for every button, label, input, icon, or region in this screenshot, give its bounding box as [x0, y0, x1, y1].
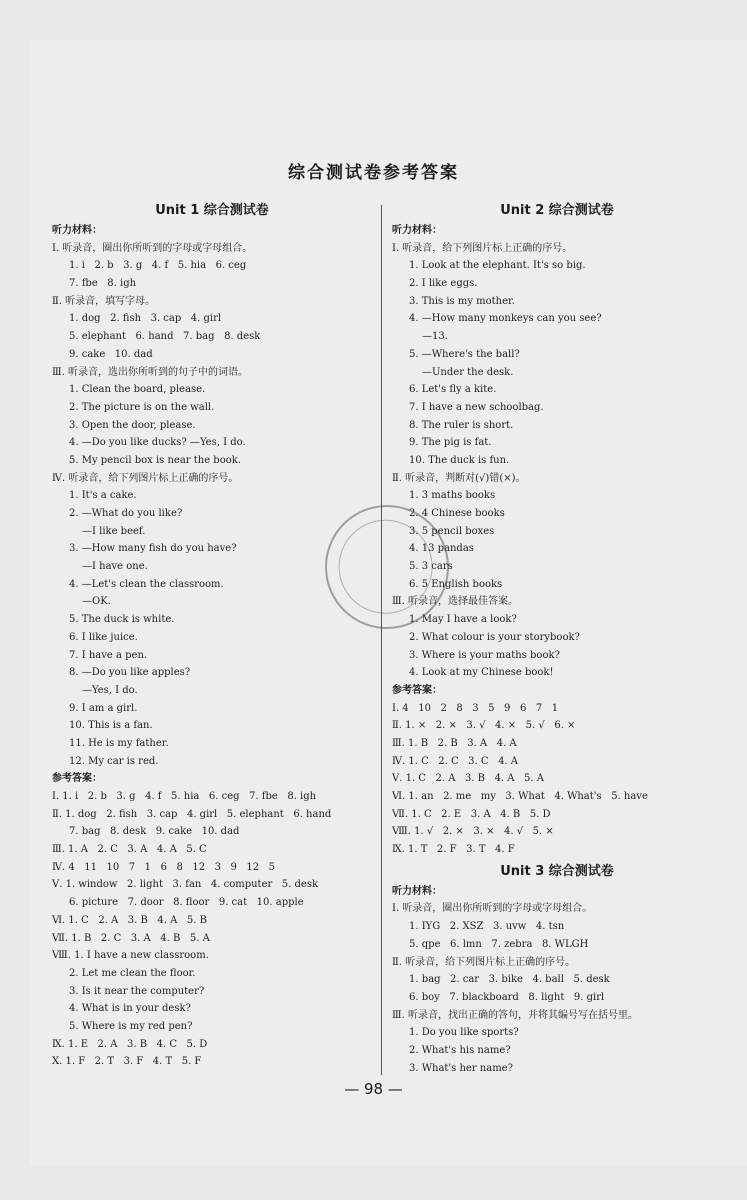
- answer-line: 6. Let's fly a kite.: [409, 384, 497, 396]
- answer-line: 7. I have a new schoolbag.: [409, 401, 544, 413]
- unit3-lines: [392, 883, 722, 1078]
- answer-line: Ⅶ. 1. B 2. C 3. A 4. B 5. A: [52, 932, 210, 944]
- answer-line: 3. Where is your maths book?: [409, 649, 560, 661]
- answer-line: 2. —What do you like?: [69, 508, 183, 519]
- page-number: — 98 —: [344, 1080, 403, 1098]
- answer-line: 2. What's his name?: [409, 1044, 511, 1056]
- answer-line: —I like beef.: [82, 525, 146, 537]
- unit1-lines: [52, 222, 372, 1071]
- answer-line: 2. I like eggs.: [409, 278, 478, 290]
- section-heading: Ⅲ. 听录音，找出正确的答句，并将其编号写在括号里。: [392, 1009, 639, 1021]
- answer-line: 6. 5 English books: [409, 578, 503, 590]
- answer-line: 1. bag 2. car 3. bike 4. ball 5. desk: [409, 974, 610, 986]
- answer-line: 4. —Do you like ducks? —Yes, I do.: [69, 437, 246, 449]
- answer-line: Ⅶ. 1. C 2. E 3. A 4. B 5. D: [392, 808, 551, 820]
- answer-line: 6. I like juice.: [69, 631, 138, 643]
- answer-line: 3. 5 pencil boxes: [409, 525, 495, 537]
- answer-line: —Yes, I do.: [82, 684, 138, 696]
- left-column: [52, 200, 372, 1071]
- answer-line: Ⅵ. 1. an 2. me my 3. What 4. What's 5. have: [392, 791, 648, 802]
- answer-line: 4. 13 pandas: [409, 543, 474, 555]
- answer-line: 8. —Do you like apples?: [69, 667, 191, 679]
- answer-line: 7. bag 8. desk 9. cake 10. dad: [69, 826, 240, 838]
- answer-line: —OK.: [82, 596, 111, 608]
- answer-line: 10. The duck is fun.: [409, 454, 510, 466]
- answer-line: 3. —How many fish do you have?: [69, 543, 237, 555]
- section-heading: Ⅱ. 听录音，填写字母。: [52, 295, 156, 307]
- answer-line: 9. I am a girl.: [69, 702, 138, 714]
- answer-line: Ⅱ. 1. dog 2. fish 3. cap 4. girl 5. elephant 6. hand: [52, 808, 332, 820]
- answer-line: 1. Look at the elephant. It's so big.: [409, 260, 586, 272]
- answer-line: 1. May I have a look?: [409, 614, 517, 626]
- answer-line: 2. The picture is on the wall.: [69, 401, 215, 413]
- answer-line: 3. What's her name?: [409, 1062, 513, 1074]
- answer-line: 5. qpe 6. lmn 7. zebra 8. WLGH: [409, 938, 589, 950]
- answer-line: 1. It's a cake.: [69, 490, 137, 502]
- answer-line: 1. 3 maths books: [409, 490, 496, 502]
- answer-line: 12. My car is red.: [69, 755, 159, 767]
- answer-line: —I have one.: [82, 561, 148, 573]
- section-heading: Ⅲ. 听录音，选择最佳答案。: [392, 596, 519, 608]
- answer-line: Ⅹ. 1. F 2. T 3. F 4. T 5. F: [52, 1056, 202, 1068]
- answer-line: 2. What colour is your storybook?: [409, 631, 580, 643]
- right-column: [392, 200, 722, 1077]
- answer-line: 5. The duck is white.: [69, 614, 175, 626]
- answer-line: 9. The pig is fat.: [409, 437, 492, 449]
- section-heading: Ⅲ. 听录音，选出你所听到的句子中的词语。: [52, 366, 249, 378]
- answer-line: 3. This is my mother.: [409, 295, 515, 307]
- unit2-title: Unit 2 综合测试卷: [500, 203, 614, 218]
- answer-line: Ⅷ. 1. √ 2. × 3. × 4. √ 5. ×: [392, 826, 554, 838]
- answer-line: Ⅲ. 1. B 2. B 3. A 4. A: [392, 737, 517, 749]
- unit3-title: Unit 3 综合测试卷: [500, 863, 614, 879]
- answer-line: Ⅸ. 1. E 2. A 3. B 4. C 5. D: [52, 1038, 208, 1050]
- answer-line: 4. —How many monkeys can you see?: [409, 313, 602, 325]
- answer-line: 1. i 2. b 3. g 4. f 5. hia 6. ceg: [69, 260, 247, 272]
- section-heading: Ⅰ. 听录音，圈出你所听到的字母或字母组合。: [392, 903, 593, 915]
- answer-line: 1. dog 2. fish 3. cap 4. girl: [69, 313, 222, 325]
- answer-line: Ⅳ. 4 11 10 7 1 6 8 12 3 9 12 5: [52, 861, 276, 873]
- section-label: 参考答案：: [392, 684, 442, 696]
- answer-line: Ⅸ. 1. T 2. F 3. T 4. F: [392, 844, 515, 856]
- section-label: 参考答案：: [52, 773, 102, 785]
- answer-line: 1. Clean the board, please.: [69, 384, 206, 396]
- answer-line: 3. Open the door, please.: [69, 419, 196, 431]
- answer-line: 2. 4 Chinese books: [409, 508, 505, 519]
- answer-line: 5. Where is my red pen?: [69, 1020, 193, 1032]
- answer-line: 9. cake 10. dad: [69, 348, 153, 360]
- section-label: 听力材料：: [392, 885, 442, 897]
- answer-line: 4. What is in your desk?: [69, 1003, 191, 1015]
- answer-line: Ⅴ. 1. C 2. A 3. B 4. A 5. A: [392, 773, 544, 785]
- answer-line: 7. fbe 8. igh: [69, 278, 137, 290]
- answer-line: —13.: [422, 331, 448, 343]
- answer-line: 7. I have a pen.: [69, 649, 148, 661]
- section-label: 听力材料：: [52, 225, 102, 236]
- answer-line: 4. —Let's clean the classroom.: [69, 578, 224, 590]
- answer-line: Ⅳ. 1. C 2. C 3. C 4. A: [392, 755, 519, 767]
- answer-line: 6. picture 7. door 8. floor 9. cat 10. apple: [69, 897, 304, 909]
- answer-line: 11. He is my father.: [69, 737, 169, 749]
- answer-line: 10. This is a fan.: [69, 720, 153, 732]
- section-heading: Ⅱ. 听录音，判断对(√)错(×)。: [392, 472, 526, 484]
- section-heading: Ⅰ. 听录音，给下列图片标上正确的序号。: [392, 242, 573, 254]
- column-divider: [381, 205, 382, 1075]
- answer-line: 2. Let me clean the floor.: [69, 967, 196, 979]
- section-heading: Ⅰ. 听录音，圈出你所听到的字母或字母组合。: [52, 242, 253, 254]
- answer-line: 4. Look at my Chinese book!: [409, 667, 554, 679]
- answer-line: 5. 3 cars: [409, 561, 453, 573]
- answer-line: 6. boy 7. blackboard 8. light 9. girl: [409, 991, 605, 1003]
- answer-line: 5. elephant 6. hand 7. bag 8. desk: [69, 331, 261, 343]
- page-title: 综合测试卷参考答案: [288, 163, 459, 183]
- section-label: 听力材料：: [392, 225, 442, 236]
- answer-line: 3. Is it near the computer?: [69, 985, 205, 997]
- section-heading: Ⅳ. 听录音，给下列图片标上正确的序号。: [52, 472, 239, 484]
- unit1-title: Unit 1 综合测试卷: [155, 203, 269, 218]
- section-heading: Ⅱ. 听录音，给下列图片标上正确的序号。: [392, 956, 576, 968]
- answer-line: 5. —Where's the ball?: [409, 348, 520, 360]
- answer-line: Ⅴ. 1. window 2. light 3. fan 4. computer 5. desk: [52, 879, 319, 891]
- answer-line: —Under the desk.: [422, 366, 514, 378]
- answer-line: Ⅵ. 1. C 2. A 3. B 4. A 5. B: [52, 914, 207, 926]
- answer-line: 8. The ruler is short.: [409, 419, 514, 431]
- answer-line: 1. IYG 2. XSZ 3. uvw 4. tsn: [409, 921, 565, 933]
- answer-line: Ⅰ. 4 10 2 8 3 5 9 6 7 1: [392, 702, 559, 714]
- answer-line: Ⅱ. 1. × 2. × 3. √ 4. × 5. √ 6. ×: [392, 720, 576, 732]
- answer-line: 1. Do you like sports?: [409, 1027, 519, 1039]
- answer-line: Ⅷ. 1. I have a new classroom.: [52, 950, 209, 962]
- answer-line: 5. My pencil box is near the book.: [69, 454, 241, 466]
- answer-line: Ⅰ. 1. i 2. b 3. g 4. f 5. hia 6. ceg 7. fbe 8. igh: [52, 791, 317, 802]
- answer-line: Ⅲ. 1. A 2. C 3. A 4. A 5. C: [52, 844, 207, 856]
